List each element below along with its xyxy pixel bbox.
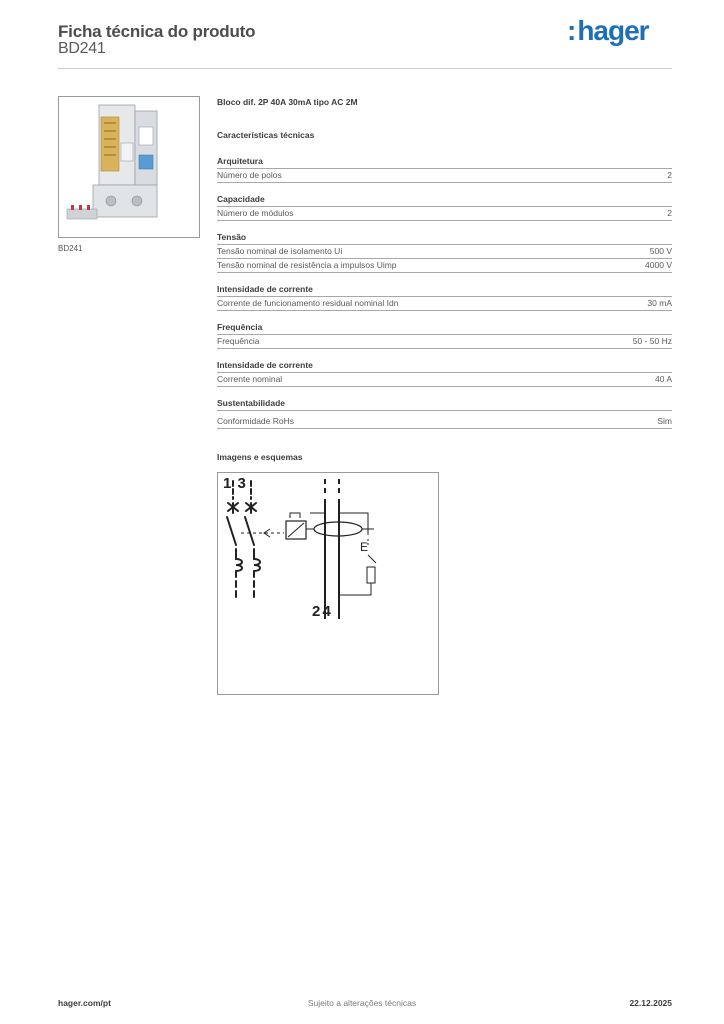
spec-group-residual-current bbox=[217, 283, 672, 311]
spec-row bbox=[217, 297, 672, 311]
spec-group-capacity bbox=[217, 193, 672, 221]
spec-label: Tensão nominal de resistência a impulsos Uimp bbox=[217, 260, 397, 270]
footer-note: Sujeito a alterações técnicas bbox=[307, 998, 417, 1008]
spec-group-sustainability bbox=[217, 397, 672, 429]
spec-group-title: Tensão bbox=[217, 231, 672, 245]
hager-logo: :hager bbox=[567, 15, 649, 46]
spec-row bbox=[217, 335, 672, 349]
header-divider bbox=[58, 68, 672, 69]
product-name: Bloco dif. 2P 40A 30mA tipo AC 2M bbox=[217, 97, 358, 107]
spec-group-title: Intensidade de corrente bbox=[217, 359, 672, 373]
images-heading: Imagens e esquemas bbox=[217, 452, 303, 462]
spec-label: Conformidade RoHs bbox=[217, 416, 295, 426]
spec-label: Número de polos bbox=[217, 170, 282, 180]
spec-row bbox=[217, 169, 672, 183]
spec-value: 40 A bbox=[654, 374, 672, 384]
document-title: Ficha técnica do produto bbox=[58, 22, 256, 41]
spec-group-frequency bbox=[217, 321, 672, 349]
spec-group-voltage bbox=[217, 231, 672, 273]
spec-group-title: Arquitetura bbox=[217, 155, 672, 169]
spec-value: 50 - 50 Hz bbox=[632, 336, 672, 346]
spec-value: 2 bbox=[667, 170, 672, 180]
spec-label: Frequência bbox=[217, 336, 260, 346]
spec-group-title: Sustentabilidade bbox=[217, 397, 672, 411]
spec-group-title: Intensidade de corrente bbox=[217, 283, 672, 297]
spec-row bbox=[217, 415, 672, 429]
spec-value: 4000 V bbox=[645, 260, 672, 270]
spec-group-title: Frequência bbox=[217, 321, 672, 335]
spec-group-architecture bbox=[217, 155, 672, 183]
spec-row bbox=[217, 245, 672, 259]
terminal-label-bottom: 2 4 bbox=[312, 603, 330, 620]
spec-label: Corrente de funcionamento residual nominal Idn bbox=[217, 298, 399, 308]
product-photo bbox=[58, 96, 200, 238]
spec-row bbox=[217, 259, 672, 273]
terminal-label-top: 1 3 bbox=[223, 475, 247, 492]
product-content bbox=[217, 96, 672, 463]
footer-website: hager.com/pt bbox=[58, 998, 111, 1008]
product-reference: BD241 bbox=[58, 40, 106, 57]
spec-value: 30 mA bbox=[647, 298, 672, 308]
spec-label: Número de módulos bbox=[217, 208, 294, 218]
product-photo-caption: BD241 bbox=[58, 244, 83, 253]
spec-value: 2 bbox=[667, 208, 672, 218]
spec-label: Tensão nominal de isolamento Ui bbox=[217, 246, 343, 256]
footer-date: 22.12.2025 bbox=[629, 998, 672, 1008]
svg-text:E: E bbox=[360, 540, 369, 554]
specs-heading: Características técnicas bbox=[217, 130, 315, 140]
spec-value: 500 V bbox=[649, 246, 672, 256]
spec-row bbox=[217, 373, 672, 387]
spec-label: Corrente nominal bbox=[217, 374, 283, 384]
spec-group-rated-current bbox=[217, 359, 672, 387]
spec-value: Sim bbox=[657, 416, 672, 426]
spec-row bbox=[217, 207, 672, 221]
wiring-diagram bbox=[217, 472, 439, 695]
spec-group-title: Capacidade bbox=[217, 193, 672, 207]
